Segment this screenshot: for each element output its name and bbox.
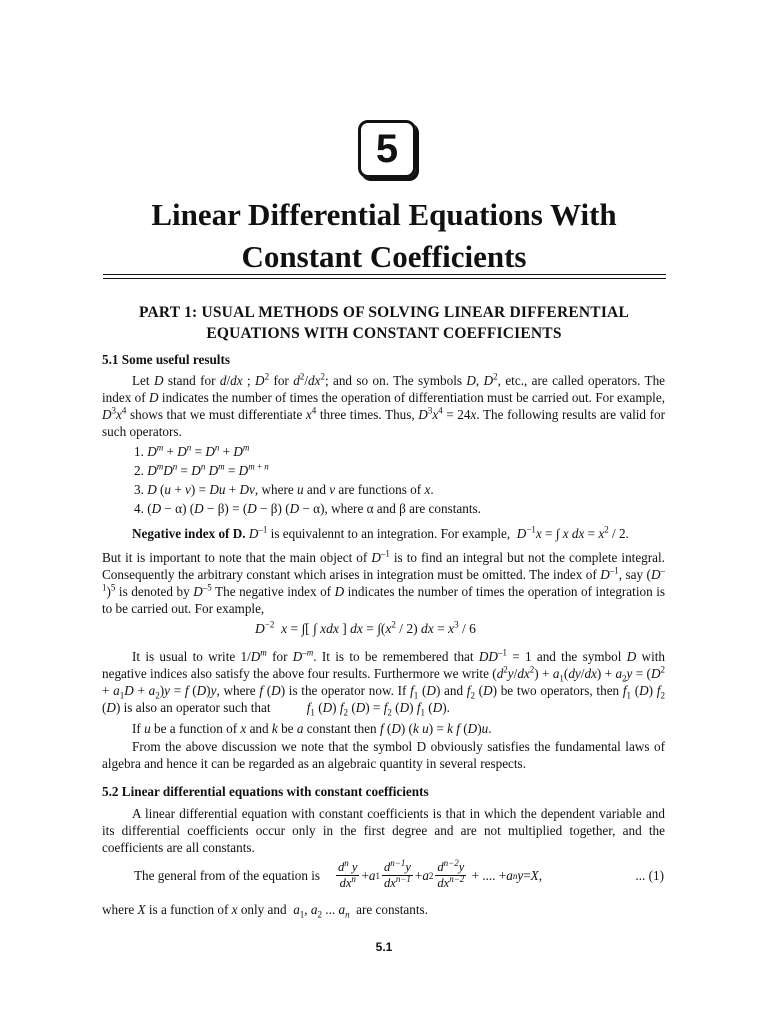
general-form-equation: $\frac{d^n y}{dx^n}$ + a 1 $\frac{d^{n-1}y}{dx^{n-1}}$ + a 2 $\frac{d^{n-2}y}{dx^{n-2}}$ + .... + a n y = X , [338, 857, 543, 890]
list-item-text: , where u and v are functions of x. [254, 482, 434, 497]
paragraph-algebra: From the above discussion we note that the symbol D obviously satisfies the fundamental laws of algebra and hence it can be regarded as an algebraic quantity in several respects. [102, 739, 665, 771]
paragraph-negative-indices: It is usual to write $1/D^m$ for $D^{-m}$. It is to be remembered that $DD^{-1} = 1$ and the symbol D with negative indices also satisfy the above four results. Furthermore we write $(d^2y/dx^2) + a_1(dy/dx) + a_2y = (D^2 + a_1D + a_2)y = f$ (D)y, where f (D) is the operator now. If $f_1$ (D) and $f_2$ (D) be two operators, then $f_1$ (D) $f_2$ (D) is also an operator such that $f_1$ (D) $f_2$ $(D) = f_2$ (D) $f_1$ (D). [102, 647, 665, 718]
title-rule-bottom [103, 278, 666, 279]
chapter-title [60, 194, 708, 278]
list-item: 1. $D^m + D^n = D^n + D^m$ [134, 442, 250, 459]
part-heading-line-1: PART 1: USUAL METHODS OF SOLVING LINEAR DIFFERENTIAL [138, 304, 629, 321]
chapter-title-line-2: Constant Coefficients [241, 239, 527, 274]
paragraph-linear-definition: A linear differential equation with constant coefficients is that in which the dependent variable and its differential coefficients occur only in the first degree and are not multiplied together, and the coefficients are all constants. [102, 806, 665, 855]
list-marker: 2. [134, 463, 144, 478]
list-item: 4. (D − α) (D − β) = (D − β) (D − α), where α and β are constants. [134, 501, 481, 516]
paragraph-where: where X is a function of x only and $a_1$, $a_2$ ... $a_n$ are constants. [102, 902, 428, 920]
list-marker: 1. [134, 444, 144, 459]
section-5-2-heading: 5.2 Linear differential equations with constant coefficients [102, 784, 429, 799]
list-marker: 3. [134, 482, 144, 497]
list-item-text: , where α and β are constants. [324, 501, 481, 516]
negative-index-heading: Negative index of D. [132, 526, 246, 541]
list-marker: 4. [134, 501, 144, 516]
list-item: 2. $D^mD^n = D^n$ $D^m = D^{m + n}$ [134, 461, 269, 478]
general-form-row [134, 857, 664, 891]
part-heading [90, 302, 678, 344]
equation-number: ... (1) [635, 868, 664, 883]
paragraph-constant-k: If u be a function of x and k be a constant then f (D) (k u) = k f (D)u. [132, 721, 492, 736]
title-rule-top [103, 274, 666, 275]
chapter-number-badge [358, 120, 416, 178]
page-number: 5.1 [375, 940, 393, 954]
chapter-title-line-1: Linear Differential Equations With [151, 197, 617, 232]
negative-index-paragraph: Negative index of D. $D^{-1}$ is equivalennt to an integration. For example, $D^{-1}x$ = ∫ x dx = $x^2 / 2$. [132, 524, 629, 541]
section-5-1-heading: 5.1 Some useful results [102, 352, 230, 367]
general-form-label: The general from of the equation is [134, 868, 321, 883]
chapter-number: 5 [375, 126, 399, 171]
equation-double-integral: $D^{-2}$ x = ∫[ ∫ xdx ] dx = $\int(x^2 / 2)$ dx = $x^3 / 6$ [255, 619, 476, 636]
paragraph-arbitrary-constant: But it is important to note that the main object of $D^{-1}$ is to find an integral but not the complete integral. Consequently the arbitrary constant which arises in integration must be omitted. The index of $D^{-1}$, say $(D^{-1})^5$ is denoted by $D^{-5}$ The negative index of D indicates the number of times the operation of integration is to be carried out. For example, [102, 548, 665, 616]
part-heading-line-2: EQUATIONS WITH CONSTANT COEFFICIENTS [206, 325, 562, 342]
paragraph-operators: Let D stand for d/dx ; $D^2$ for $d^2/dx^2$; and so on. The symbols D, $D^2$, etc., are called operators. The index of D indicates the number of times the operation of differentiation must be carried out. For example, $D^3x^4$ shows that we must differentiate $x^4$ three times. Thus, $D^3x^4 = 24x$. The following results are valid for such operators. [102, 371, 666, 439]
list-item: 3. D (u + v) = Du + Dv, where u and v are functions of x. [134, 482, 434, 497]
